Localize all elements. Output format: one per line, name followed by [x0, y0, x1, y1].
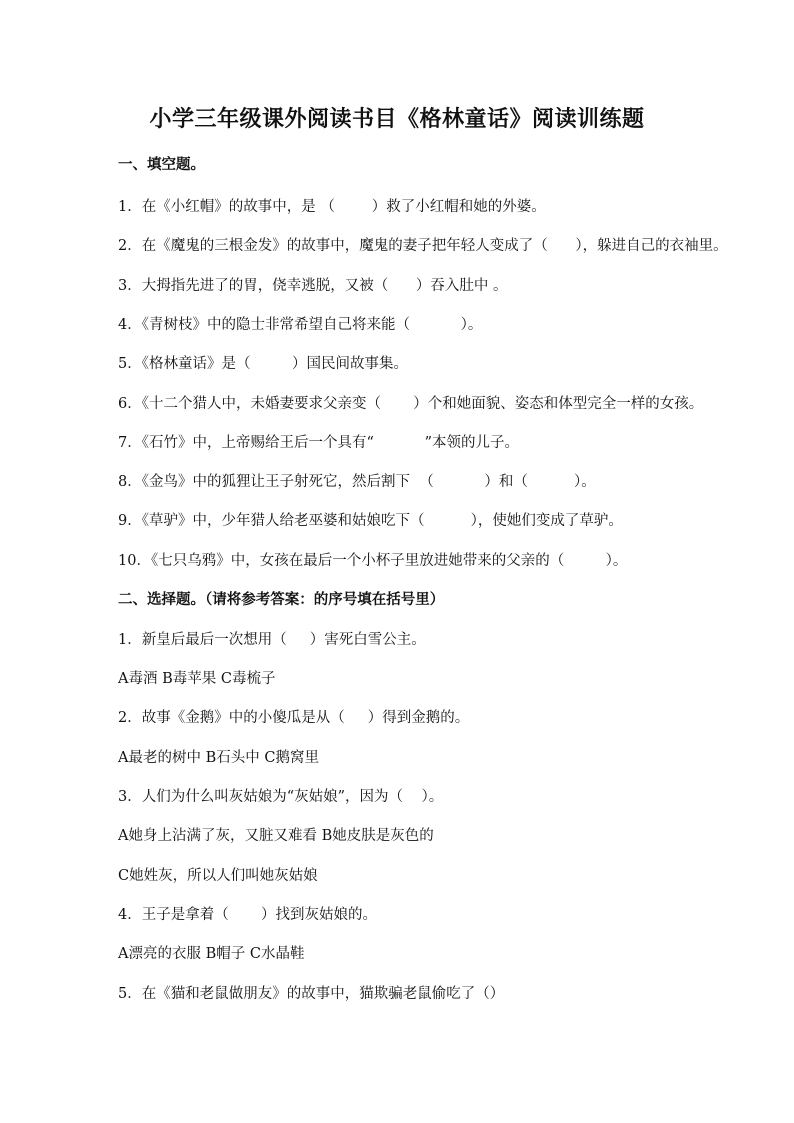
- option-line: A她身上沾满了灰，又脏又难看 B她皮肤是灰色的: [118, 828, 434, 844]
- question-line: 2．在《魔鬼的三根金发》的故事中，魔鬼的妻子把年轻人变成了（ ），躲进自己的衣袖里。: [118, 238, 728, 254]
- option-line: A漂亮的衣服 B帽子 C水晶鞋: [118, 946, 305, 962]
- page-title: 小学三年级课外阅读书目《格林童话》阅读训练题: [149, 106, 645, 132]
- question-line: 9．《草驴》中，少年猎人给老巫婆和姑娘吃下（ ），使她们变成了草驴。: [118, 513, 623, 529]
- question-line: 5．《格林童话》是（ ）国民间故事集。: [118, 356, 408, 372]
- question-line: 1．在《小红帽》的故事中，是 （ ）救了小红帽和她的外婆。: [118, 199, 546, 215]
- question-line: 5．在《猫和老鼠做朋友》的故事中，猫欺骗老鼠偷吃了（）: [118, 986, 505, 1002]
- option-line: A最老的树中 B石头中 C鹅窝里: [118, 750, 319, 766]
- question-line: 4．《青树枝》中的隐士非常希望自己将来能（ ）。: [118, 317, 483, 333]
- question-line: 2．故事《金鹅》中的小傻瓜是从（ ）得到金鹅的。: [118, 710, 470, 726]
- option-line: A毒酒 B毒苹果 C毒梳子: [118, 671, 276, 687]
- section-heading-fill-blank: 一、填空题。: [118, 156, 205, 173]
- question-line: 4．王子是拿着（ ）找到灰姑娘的。: [118, 907, 377, 923]
- question-line: 1．新皇后最后一次想用（ ）害死白雪公主。: [118, 632, 426, 648]
- question-line: 10．《七只乌鸦》中，女孩在最后一个小杯子里放进她带来的父亲的（ ）。: [118, 553, 628, 569]
- option-line: C她姓灰，所以人们叫她灰姑娘: [118, 868, 318, 884]
- question-line: 8．《金鸟》中的狐狸让王子射死它，然后割下 （ ）和（ ）。: [118, 474, 596, 490]
- section-heading-multiple-choice: 二、选择题。（请将参考答案：的序号填在括号里）: [118, 591, 445, 608]
- question-line: 3．人们为什么叫灰姑娘为“灰姑娘”，因为（ ）。: [118, 789, 444, 805]
- question-line: 6．《十二个猎人中，未婚妻要求父亲变（ ）个和她面貌、姿态和体型完全一样的女孩。: [118, 396, 704, 412]
- question-line: 3．大拇指先进了的胃，侥幸逃脱，又被（ ）吞入肚中 。: [118, 278, 508, 294]
- question-line: 7．《石竹》中，上帝赐给王后一个具有“ ”本领的儿子。: [118, 435, 519, 451]
